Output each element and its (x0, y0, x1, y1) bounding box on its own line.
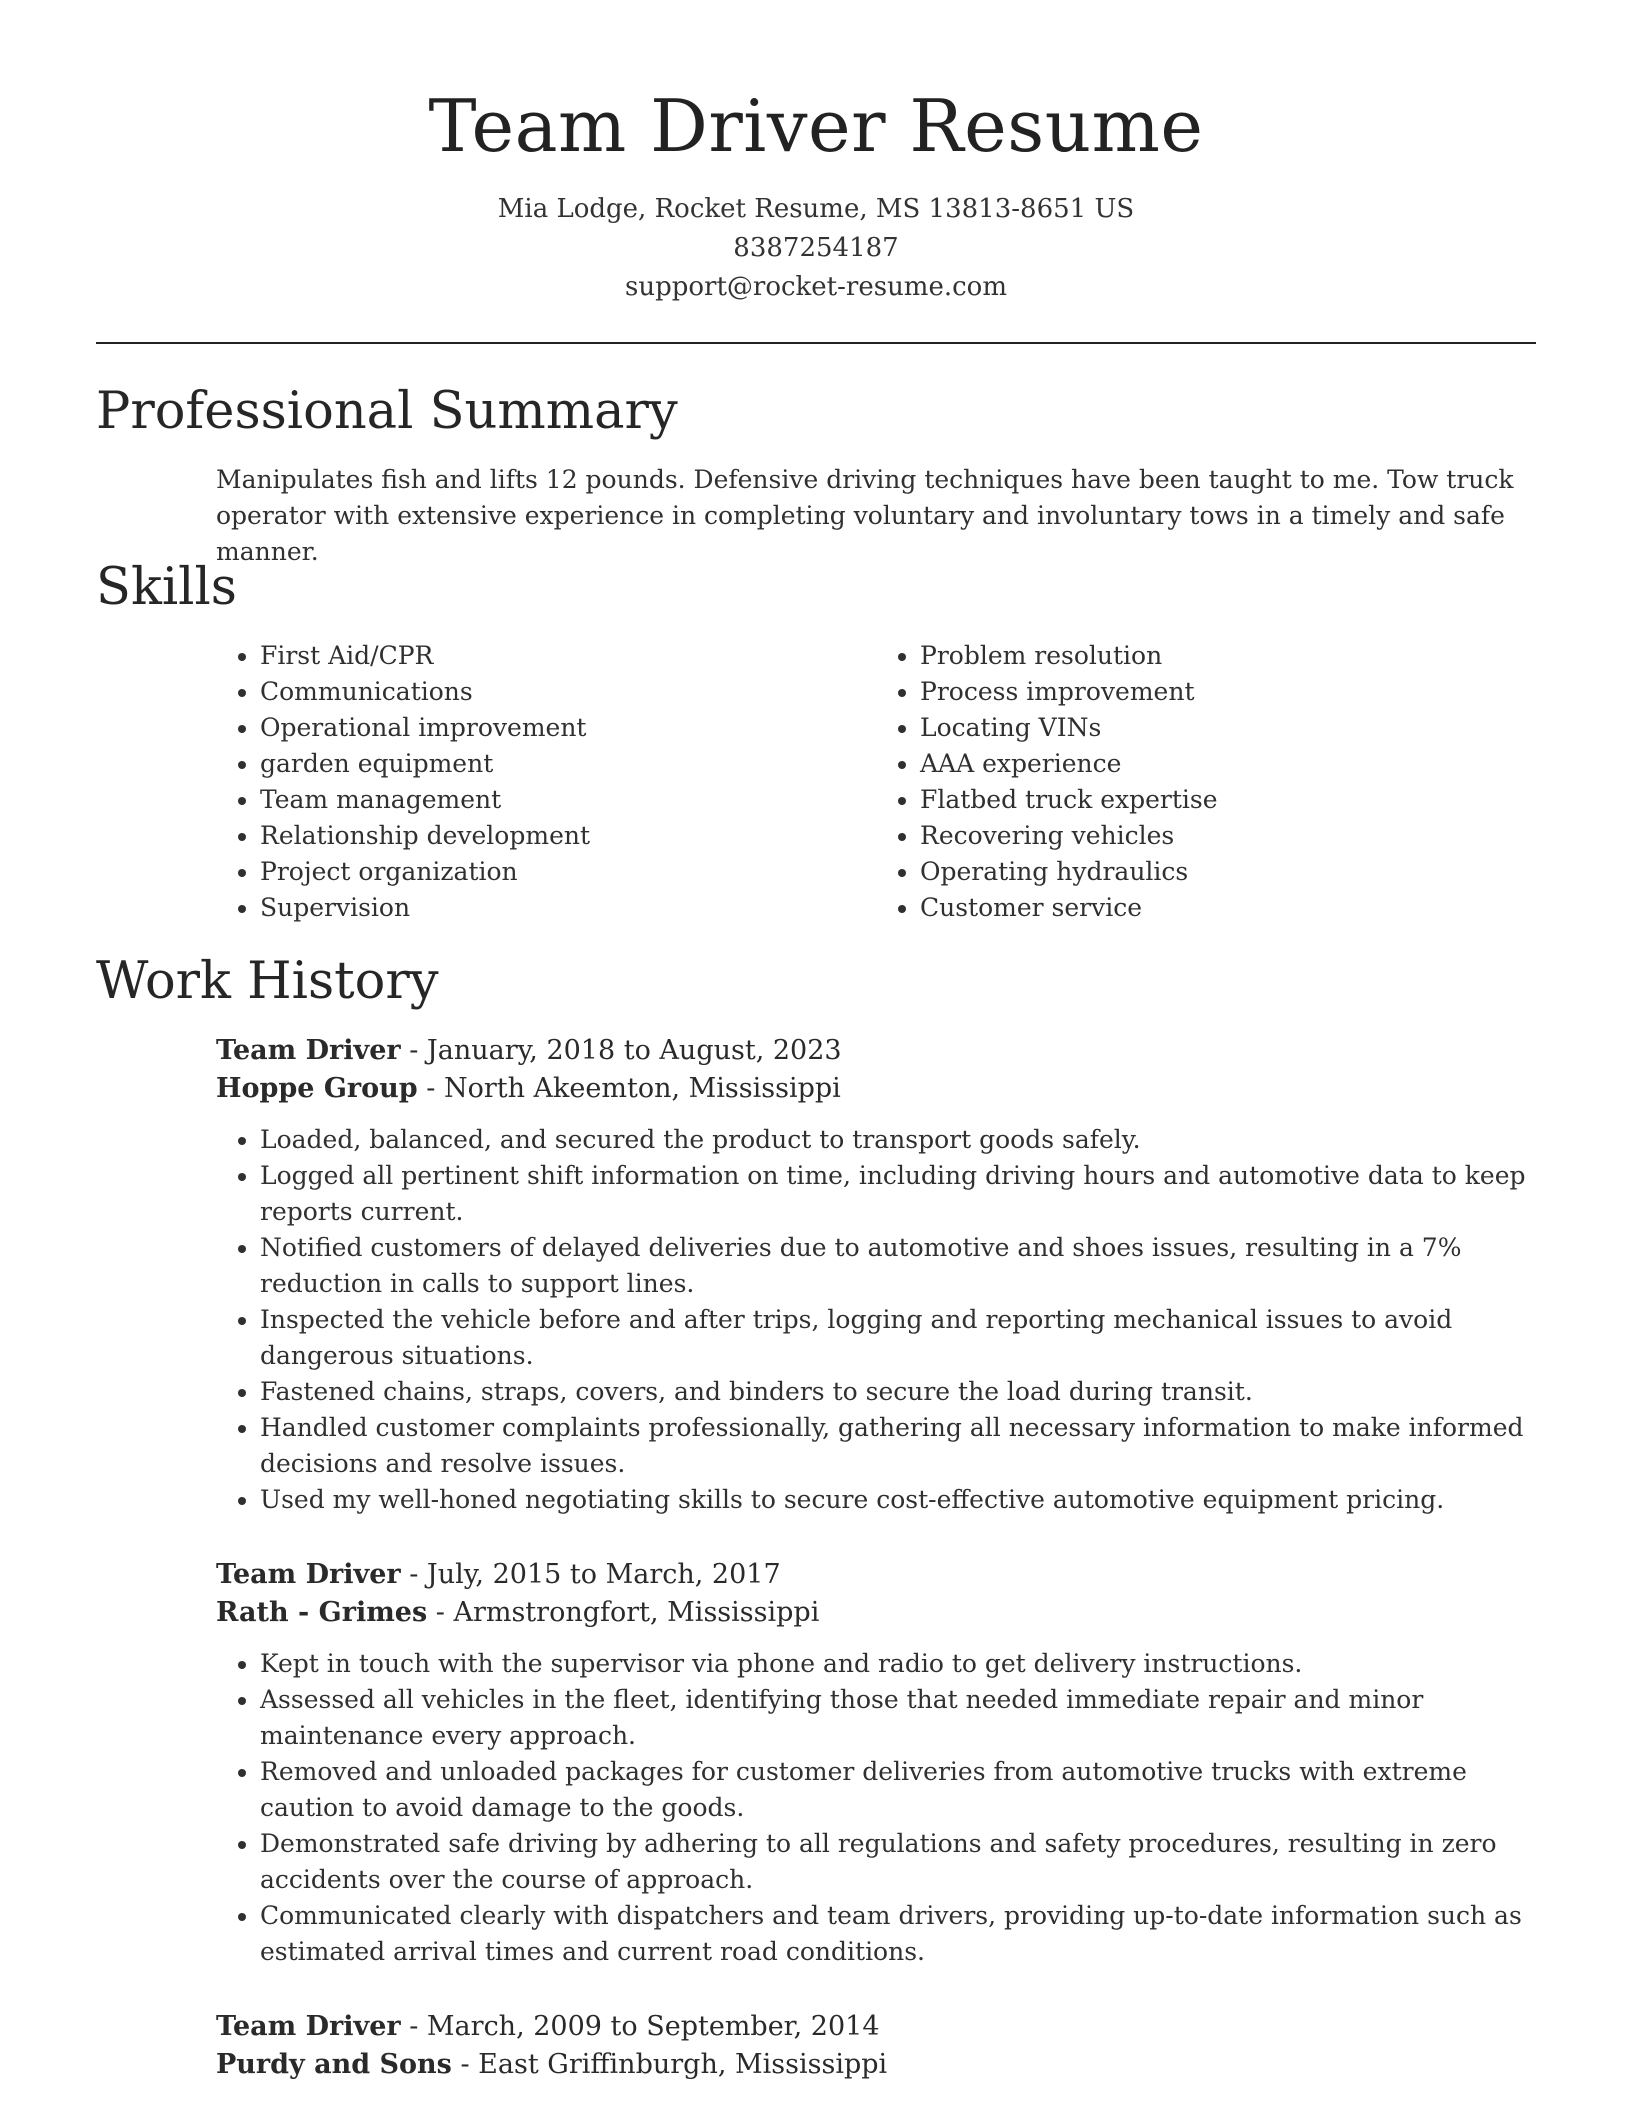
job-bullet: • Used my well-honed negotiating skills to secure cost-effective automotive equipment pricing. (260, 1482, 1536, 1518)
job-bullet: • Kept in touch with the supervisor via phone and radio to get delivery instructions. (260, 1646, 1536, 1682)
job-bullet: • Removed and unloaded packages for customer deliveries from automotive trucks with extreme caution to avoid damage to the goods. (260, 1754, 1536, 1826)
summary-heading: Professional Summary (96, 382, 678, 441)
skill-item: • Communications (260, 674, 876, 710)
skill-item: • Flatbed truck expertise (920, 782, 1536, 818)
skill-item: • Team management (260, 782, 876, 818)
skill-item: • AAA experience (920, 746, 1536, 782)
job-company: Hoppe Group (216, 1073, 418, 1104)
contact-phone: 8387254187 (733, 233, 899, 263)
job-bullet: • Notified customers of delayed deliveries due to automotive and shoes issues, resulting in a 7% reduction in calls to support lines. (260, 1230, 1536, 1302)
skill-item: • Operating hydraulics (920, 854, 1536, 890)
job-bullet: • Loaded, balanced, and secured the product to transport goods safely. (260, 1122, 1536, 1158)
header-divider (96, 342, 1536, 344)
skill-item: • Recovering vehicles (920, 818, 1536, 854)
job-bullets (216, 1122, 1536, 1518)
skill-item: • Supervision (260, 890, 876, 926)
contact-block (0, 190, 1632, 307)
skill-item: • Customer service (920, 890, 1536, 926)
job-title-line (216, 2008, 1536, 2046)
job-company-line (216, 1594, 1536, 1632)
contact-address: Mia Lodge, Rocket Resume, MS 13813-8651 US (497, 194, 1135, 224)
skill-item: • Operational improvement (260, 710, 876, 746)
job-bullet: • Fastened chains, straps, covers, and binders to secure the load during transit. (260, 1374, 1536, 1410)
skill-item: • Problem resolution (920, 638, 1536, 674)
job-company-line (216, 1070, 1536, 1108)
contact-email: support@rocket-resume.com (624, 272, 1007, 302)
job-bullet: • Assessed all vehicles in the fleet, identifying those that needed immediate repair and minor maintenance every approach. (260, 1682, 1536, 1754)
job-title-line (216, 1032, 1536, 1070)
job-title: Team Driver (216, 1035, 401, 1066)
job-bullet: • Handled customer complaints professionally, gathering all necessary information to make informed decisions and resolve issues. (260, 1410, 1536, 1482)
skill-item: • First Aid/CPR (260, 638, 876, 674)
job-title: Team Driver (216, 1559, 401, 1590)
work-history-heading: Work History (96, 952, 439, 1011)
job-dates: - March, 2009 to September, 2014 (400, 2011, 880, 2042)
job-dates: - January, 2018 to August, 2023 (400, 1035, 842, 1066)
job-bullets (216, 1646, 1536, 1970)
job-bullet: • Demonstrated safe driving by adhering to all regulations and safety procedures, resulting in zero accidents over the course of approach. (260, 1826, 1536, 1898)
job-location: - East Griffinburgh, Mississippi (451, 2049, 888, 2080)
skill-item: • garden equipment (260, 746, 876, 782)
summary-text: Manipulates fish and lifts 12 pounds. Defensive driving techniques have been taught to me. Tow truck operator with extensive experience in completing voluntary and involuntary tows in a timely and safe manner. (216, 465, 1514, 566)
job-bullet: • Inspected the vehicle before and after trips, logging and reporting mechanical issues to avoid dangerous situations. (260, 1302, 1536, 1374)
job-dates: - July, 2015 to March, 2017 (400, 1559, 781, 1590)
job-title-line (216, 1556, 1536, 1594)
skill-item: • Relationship development (260, 818, 876, 854)
skill-item: • Locating VINs (920, 710, 1536, 746)
resume-title: Team Driver Resume (428, 84, 1204, 168)
job-bullet: • Logged all pertinent shift information on time, including driving hours and automotive data to keep reports current. (260, 1158, 1536, 1230)
job-company-line (216, 2046, 1536, 2084)
job-entry (216, 1032, 1536, 1518)
job-entry (216, 1556, 1536, 1970)
skills-column-right (876, 638, 1536, 926)
job-location: - North Akeemton, Mississippi (417, 1073, 841, 1104)
job-title: Team Driver (216, 2011, 401, 2042)
job-location: - Armstrongfort, Mississippi (427, 1597, 820, 1628)
job-bullet: • Communicated clearly with dispatchers and team drivers, providing up-to-date information such as estimated arrival times and current road conditions. (260, 1898, 1536, 1970)
skill-item: • Project organization (260, 854, 876, 890)
job-company: Purdy and Sons (216, 2049, 452, 2080)
job-entry (216, 2008, 1536, 2084)
resume-header (0, 78, 1632, 307)
job-company: Rath - Grimes (216, 1597, 428, 1628)
skills-list (216, 638, 1536, 926)
skills-heading: Skills (96, 558, 237, 617)
skill-item: • Process improvement (920, 674, 1536, 710)
skills-column-left (216, 638, 876, 926)
